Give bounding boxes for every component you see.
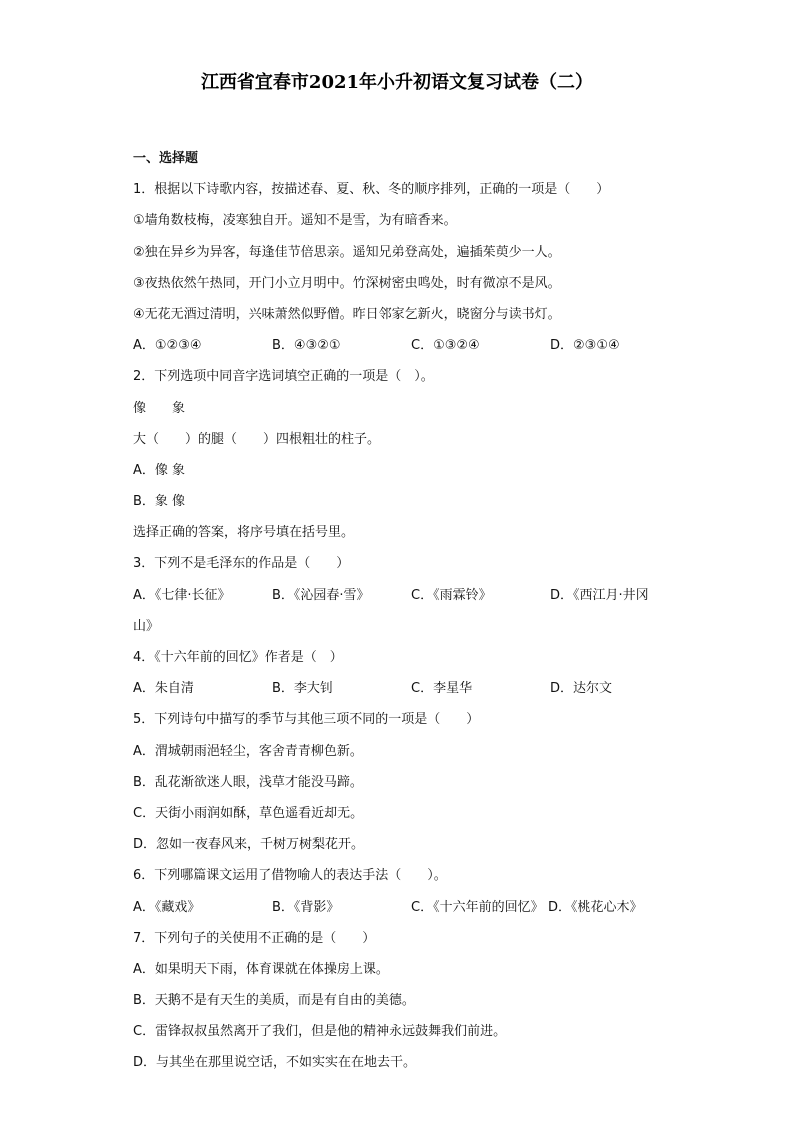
page-title: 江西省宜春市2021年小升初语文复习试卷（二）: [200, 72, 594, 93]
option-d[interactable]: D．达尔文: [550, 681, 613, 697]
option-b[interactable]: B．《沁园春·雪》: [272, 587, 370, 603]
question-7-stem: 7．下列句子的关使用不正确的是（ ）: [133, 930, 376, 946]
question-2-stem: 2．下列选项中同音字选词填空正确的一项是（ ）。: [133, 369, 434, 385]
option-c[interactable]: C．天街小雨润如酥，草色遥看近却无。: [133, 805, 364, 821]
question-2-note: 选择正确的答案，将序号填在括号里。: [133, 525, 355, 541]
question-6-options: [133, 892, 663, 923]
option-b[interactable]: B．④③②①: [272, 338, 341, 354]
option-a[interactable]: A．像 象: [133, 462, 186, 478]
option-c[interactable]: C．《雨霖铃》: [411, 587, 492, 603]
question-4-stem: 4．《十六年前的回忆》作者是（ ）: [133, 650, 343, 665]
option-d[interactable]: D．忽如一夜春风来，千树万树梨花开。: [133, 837, 365, 853]
question-1-options: [133, 330, 663, 361]
question-5-stem: 5．下列诗句中描写的季节与其他三项不同的一项是（ ）: [133, 712, 480, 728]
option-c[interactable]: C．李星华: [411, 681, 473, 697]
question-2-sentence: 大（ ）的腿（ ）四根粗壮的柱子。: [133, 431, 381, 447]
option-d[interactable]: D．《西江月·井冈: [550, 587, 649, 603]
question-6-stem: 6．下列哪篇课文运用了借物喻人的表达手法（ ）。: [133, 868, 447, 884]
option-d[interactable]: D．②③①④: [550, 338, 620, 354]
option-b[interactable]: B．《背影》: [272, 899, 340, 915]
option-a[interactable]: A．①②③④: [133, 338, 202, 354]
question-2-words: 像 象: [133, 400, 186, 416]
option-a[interactable]: A．渭城朝雨浥轻尘，客舍青青柳色新。: [133, 743, 363, 759]
section-heading: 一、选择题: [133, 151, 199, 166]
option-c[interactable]: C．《十六年前的回忆》: [411, 899, 544, 915]
question-1-stem: 1．根据以下诗歌内容，按描述春、夏、秋、冬的顺序排列，正确的一项是（ ）: [133, 182, 610, 198]
option-d-continued: 山》: [133, 618, 160, 634]
option-b[interactable]: B．乱花渐欲迷人眼，浅草才能没马蹄。: [133, 774, 363, 790]
question-1-poem-2: ②独在异乡为异客，每逢佳节倍思亲。遥知兄弟登高处，遍插茱萸少一人。: [133, 244, 561, 260]
option-a[interactable]: A．《七律·长征》: [133, 587, 231, 603]
option-a[interactable]: A．如果明天下雨，体育课就在体操房上课。: [133, 961, 389, 977]
option-a[interactable]: A．朱自清: [133, 681, 194, 697]
exam-content: [133, 143, 663, 1079]
question-4-options: [133, 673, 663, 704]
option-a[interactable]: A．《藏戏》: [133, 899, 201, 915]
question-1-poem-4: ④无花无酒过清明，兴味萧然似野僧。昨日邻家乞新火，晓窗分与读书灯。: [133, 306, 561, 322]
option-c[interactable]: C．①③②④: [411, 338, 480, 354]
question-3-options: [133, 580, 663, 611]
question-1-poem-3: ③夜热依然午热同，开门小立月明中。竹深树密虫鸣处，时有微凉不是风。: [133, 275, 561, 291]
question-1-poem-1: ①墙角数枝梅，凌寒独自开。遥知不是雪，为有暗香来。: [133, 213, 457, 229]
option-c[interactable]: C．雷锋叔叔虽然离开了我们，但是他的精神永远鼓舞我们前进。: [133, 1024, 507, 1040]
option-b[interactable]: B．天鹅不是有天生的美质，而是有自由的美德。: [133, 993, 415, 1009]
option-b[interactable]: B．李大钊: [272, 681, 333, 697]
question-3-stem: 3．下列不是毛泽东的作品是（ ）: [133, 556, 350, 572]
option-b[interactable]: B．象 像: [133, 494, 186, 510]
option-d[interactable]: D．《桃花心木》: [548, 899, 643, 915]
option-d[interactable]: D．与其坐在那里说空话，不如实实在在地去干。: [133, 1055, 417, 1071]
